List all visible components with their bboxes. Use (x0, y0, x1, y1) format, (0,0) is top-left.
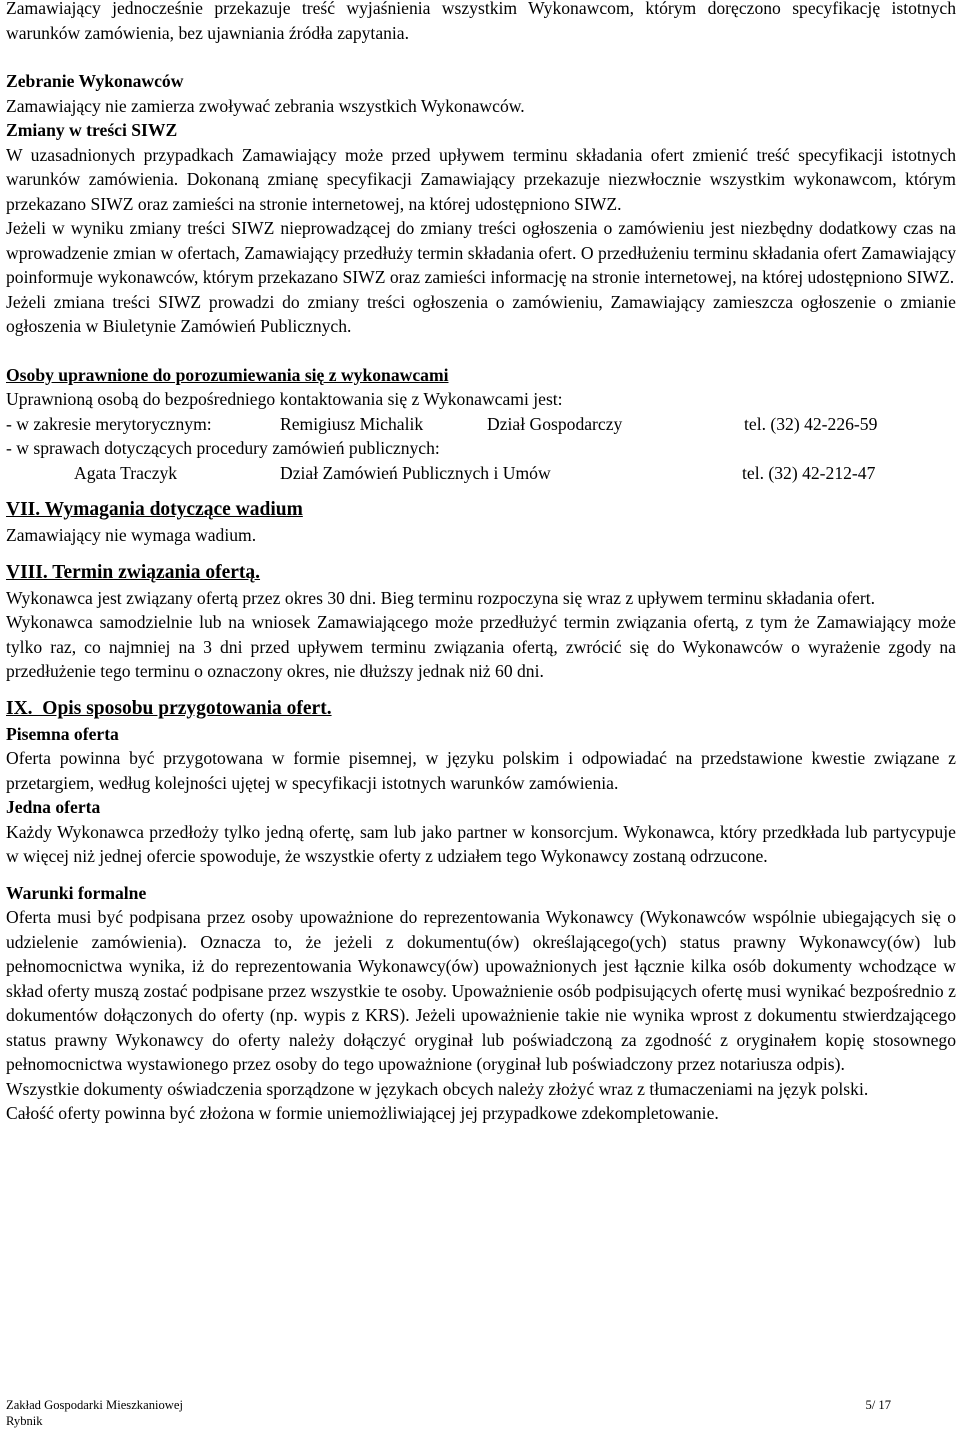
paragraph: Zamawiający nie zamierza zwoływać zebrania wszystkich Wykonawców. (6, 95, 525, 116)
contact-row-2 (6, 461, 956, 486)
contact-prefix: - w sprawach dotyczących procedury zamówień publicznych: (6, 438, 440, 458)
heading-osoby: Osoby uprawnione do porozumiewania się z wykonawcami (6, 364, 449, 385)
contact-name: Remigiusz Michalik (280, 413, 424, 434)
contact-row-2-prefix (6, 436, 956, 461)
paragraph: Zamawiający jednocześnie przekazuje treść wyjaśnienia wszystkim Wykonawcom, którym doręczono specyfikację istotnych warunków zamówienia, bez ujawniania źródła zapytania. (6, 0, 956, 43)
contact-name: Agata Traczyk (74, 462, 178, 483)
contact-dept: Dział Zamówień Publicznych i Umów (280, 462, 551, 483)
heading-zmiany: Zmiany w treści SIWZ (6, 120, 178, 140)
heading-pisemna: Pisemna oferta (6, 723, 119, 744)
page-number: 5/ 17 (865, 1398, 891, 1412)
section-heading-viii: VIII. Termin związania ofertą. (6, 561, 261, 583)
footer-org-line1: Zakład Gospodarki Mieszkaniowej (6, 1398, 183, 1412)
contact-tel: tel. (32) 42-212-47 (742, 462, 876, 483)
section-heading-ix: IX. Opis sposobu przygotowania ofert. (6, 697, 332, 719)
paragraph: Wszystkie dokumenty oświadczenia sporządzone w językach obcych należy złożyć wraz z tłumaczeniami na język polski. (6, 1078, 869, 1099)
contact-dept: Dział Gospodarczy (487, 413, 623, 434)
paragraph: Całość oferty powinna być złożona w formie uniemożliwiającej jej przypadkowe zdekompletowanie. (6, 1103, 719, 1123)
contact-tel: tel. (32) 42-226-59 (744, 413, 878, 434)
contact-row-1 (6, 412, 956, 437)
footer-org-line2: Rybnik (6, 1414, 43, 1428)
paragraph: Zamawiający nie wymaga wadium. (6, 525, 257, 545)
heading-jedna: Jedna oferta (6, 797, 101, 817)
section-heading-vii: VII. Wymagania dotyczące wadium (6, 499, 303, 520)
page-footer (6, 1397, 891, 1429)
document-body (6, 0, 956, 1126)
paragraph: Uprawnioną osobą do bezpośredniego kontaktowania się z Wykonawcami jest: (6, 389, 563, 409)
contact-prefix: - w zakresie merytorycznym: (6, 413, 212, 434)
paragraph: Wykonawca samodzielnie lub na wniosek Zamawiającego może przedłużyć termin związania ofertą, z tym że Zamawiający może tylko raz, co najmniej na 3 dni przed upływem terminu związania ofertą, zwrócić się do Wykonawców o wyrażenie zgody na przedłużenie tego terminu o oznaczony okres, nie dłuższy jednak niż 60 dni. (6, 612, 956, 681)
heading-zebranie: Zebranie Wykonawców (6, 71, 184, 91)
paragraph: Jeżeli w wyniku zmiany treści SIWZ nieprowadzącej do zmiany treści ogłoszenia o zamówieniu jest niezbędny dodatkowy czas na wprowadzenie zmian w ofertach, Zamawiający przedłuży termin składania ofert. O przedłużeniu terminu składania ofert Zamawiający poinformuje wykonawców, którym przekazano SIWZ oraz zamieści informację na stronie internetowej, na której udostępniono SIWZ. (6, 218, 956, 287)
paragraph: Oferta musi być podpisana przez osoby upoważnione do reprezentowania Wykonawcy (Wykonawców wspólnie ubiegających się o udzielenie zamówienia). Oznacza to, że jeżeli z dokumentu(ów) określającego(ych) status prawny Wykonawcy(ów) lub pełnomocnictwa wynika, iż do reprezentowania Wykonawcy(ów) upoważnionych jest łącznie kilka osób dokumenty wchodzące w skład oferty muszą zostać podpisane przez wszystkie te osoby. Upoważnienie osób podpisujących ofertę musi wynikać bezpośrednio z dokumentów dołączonych do oferty (np. wypis z KRS). Jeżeli upoważnienie takie nie wynika wprost z dokumentu stwierdzającego status prawny Wykonawcy do oferty należy dołączyć oryginał lub poświadczoną za zgodność z oryginałem kopię stosownego pełnomocnictwa wystawionego przez osoby do tego upoważnione (oryginał lub poświadczony przez notariusza odpis). (6, 907, 956, 1074)
paragraph: Oferta powinna być przygotowana w formie pisemnej, w języku polskim i odpowiadać na przedstawione kwestie związane z przetargiem, według kolejności ujętej w specyfikacji istotnych warunków zamówienia. (6, 748, 956, 793)
paragraph: Każdy Wykonawca przedłoży tylko jedną ofertę, sam lub jako partner w konsorcjum. Wykonawca, który przedkłada lub partycypuje w więcej niż jednej ofercie spowoduje, że wszystkie oferty z udziałem tego Wykonawcy zostaną odrzucone. (6, 821, 956, 866)
paragraph: Wykonawca jest związany ofertą przez okres 30 dni. Bieg terminu rozpoczyna się wraz z upływem terminu składania ofert. (6, 587, 876, 608)
heading-warunki: Warunki formalne (6, 882, 147, 903)
paragraph: Jeżeli zmiana treści SIWZ prowadzi do zmiany treści ogłoszenia o zamówieniu, Zamawiający zamieszcza ogłoszenie o zmianie ogłoszenia w Biuletynie Zamówień Publicznych. (6, 291, 956, 336)
paragraph: W uzasadnionych przypadkach Zamawiający może przed upływem terminu składania ofert zmienić treść specyfikacji istotnych warunków zamówienia. Dokonaną zmianę specyfikacji Zamawiający przekazuje niezwłocznie wszystkim wykonawcom, którym przekazano SIWZ oraz zamieści na stronie internetowej, na której udostępniono SIWZ. (6, 144, 956, 214)
